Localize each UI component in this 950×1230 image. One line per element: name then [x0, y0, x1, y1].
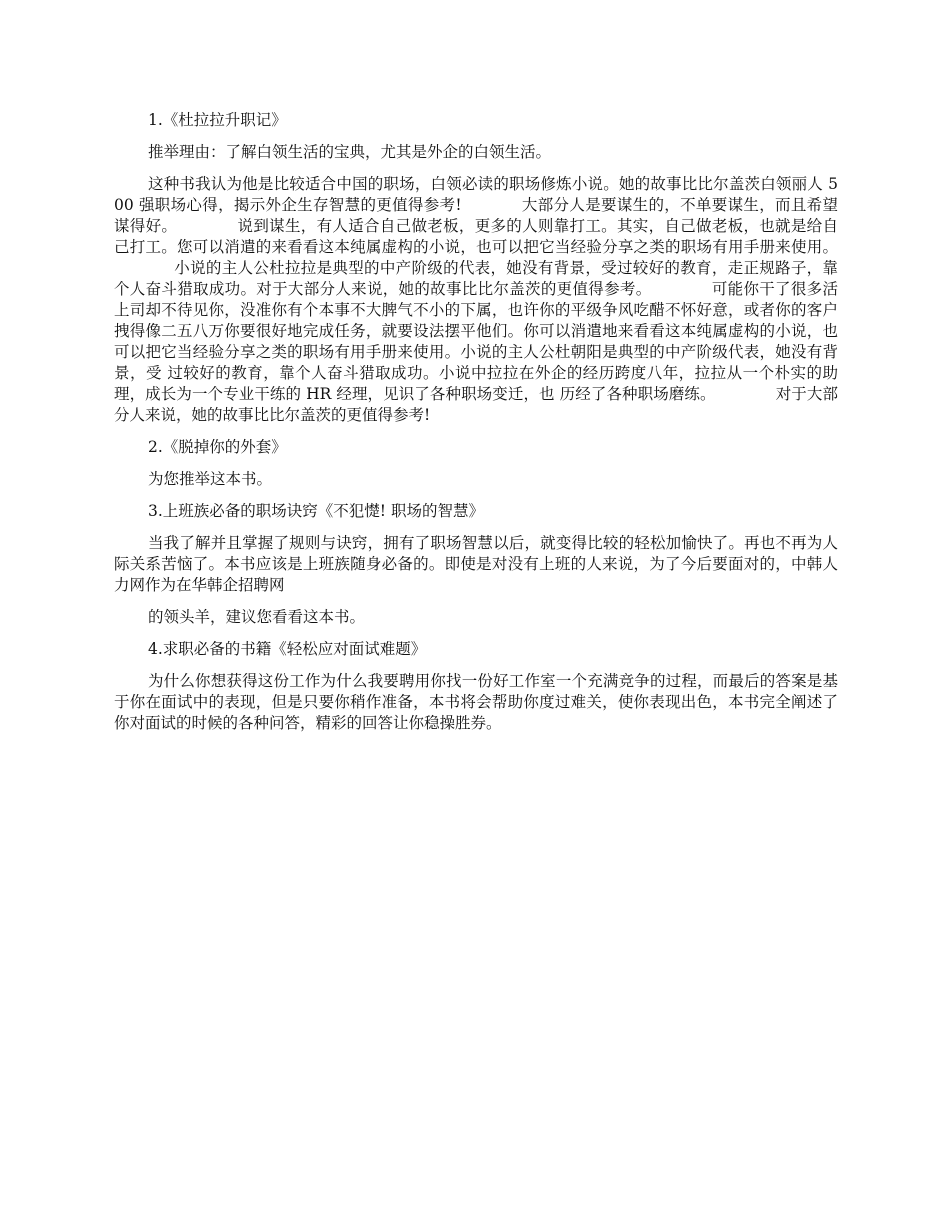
book-1-sentence-6: 对于大部分人来说，她的故事比比尔盖茨的更值得参考!: [114, 385, 838, 424]
book-1-sentence-4: 小说的主人公杜拉拉是典型的中产阶级的代表，她没有背景，受过较好的教育，走正规路子，靠个人奋斗猎取成功。对于大部分人来说，她的故事比比尔盖茨的更值得参考。: [114, 259, 838, 298]
heading-book-4: 4.求职必备的书籍《轻松应对面试难题》: [148, 640, 427, 658]
book-1-sentence-1: 这种书我认为他是比较适合中国的职场，白领必读的职场修炼小说。她的故事比比尔盖茨白领丽人 500 强职场心得，揭示外企生存智慧的更值得参考!: [114, 175, 838, 214]
book-3-description-cont: 的领头羊，建议您看看这本书。: [148, 608, 366, 626]
book-2-description: 为您推举这本书。: [148, 470, 273, 488]
book-1-description: [114, 174, 838, 426]
book-1-sentence-2: 大部分人是要谋生的，不单要谋生，而且希望谋得好。: [114, 196, 838, 235]
document-page: [114, 110, 838, 745]
book-1-sentence-3: 说到谋生，有人适合自己做老板，更多的人则靠打工。其实，自己做老板，也就是给自己打工。您可以消遣的来看看这本纯属虚构的小说，也可以把它当经验分享之类的职场有用手册来使用。: [114, 217, 838, 256]
heading-book-2: 2.《脱掉你的外套》: [148, 438, 287, 456]
book-3-description: 当我了解并且掌握了规则与诀窍，拥有了职场智慧以后，就变得比较的轻松加愉快了。再也不再为人际关系苦恼了。本书应该是上班族随身必备的。即使是对没有上班的人来说，为了今后要面对的，中韩人力网作为在华韩企招聘网: [114, 534, 838, 594]
heading-book-3: 3.上班族必备的职场诀窍《不犯憷! 职场的智慧》: [148, 502, 484, 520]
book-4-description: 为什么你想获得这份工作为什么我要聘用你找一份好工作室一个充满竞争的过程，而最后的答案是基于你在面试中的表现，但是只要你稍作准备，本书将会帮助你度过难关，使你表现出色，本书完全阐述了你对面试的时候的各种问答，精彩的回答让你稳操胜券。: [114, 672, 838, 732]
book-1-sentence-5: 可能你干了很多活上司却不待见你，没准你有个本事不大脾气不小的下属，也许你的平级争风吃醋不怀好意，或者你的客户拽得像二五八万你要很好地完成任务，就要设法摆平他们。你可以消遣地来看看这本纯属虚构的小说，也可以把它当经验分享之类的职场有用手册来使用。小说的主人公杜朝阳是典型的中产阶级代表，她没有背景，受 过较好的教育，靠个人奋斗猎取成功。小说中拉拉在外企的经历跨度八年，拉拉从一个朴实的助理，成长为一个专业干练的 HR 经理，见识了各种职场变迁，也 历经了各种职场磨练。: [114, 280, 838, 403]
heading-book-1: 1.《杜拉拉升职记》: [148, 111, 287, 129]
recommend-reason: 推举理由：了解白领生活的宝典，尤其是外企的白领生活。: [148, 143, 552, 161]
